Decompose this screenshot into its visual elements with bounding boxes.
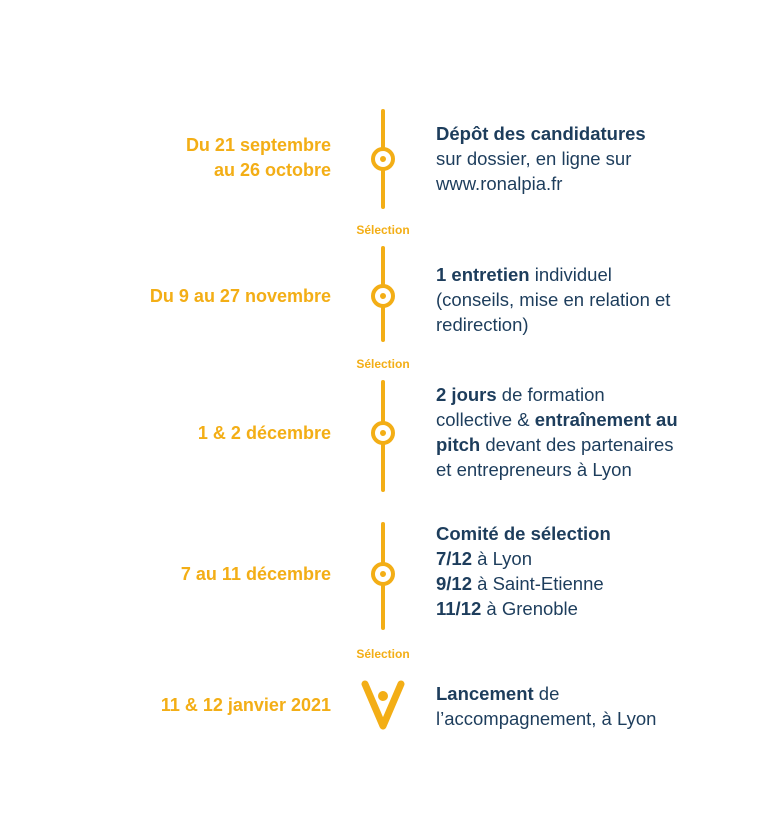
timeline-node-3 bbox=[371, 421, 395, 445]
step-5-description bbox=[436, 681, 656, 731]
timeline-node-1 bbox=[371, 147, 395, 171]
step-4-date bbox=[181, 562, 331, 587]
step-3-date bbox=[198, 421, 331, 446]
step-3-line-3-bold: pitch bbox=[436, 434, 481, 455]
ronalpia-v-logo-icon bbox=[359, 678, 407, 734]
step-5-title-rest: de bbox=[533, 683, 560, 704]
step-1-date-line-2: au 26 octobre bbox=[213, 160, 331, 180]
step-4-date-line-1: 7 au 11 décembre bbox=[180, 564, 331, 584]
step-4-date-lyon: 7/12 bbox=[436, 548, 473, 569]
node-dot bbox=[380, 571, 386, 577]
step-2-date-line-1: Du 9 au 27 novembre bbox=[149, 286, 331, 306]
step-4-description bbox=[436, 521, 611, 621]
selection-label-3: Sélection bbox=[356, 647, 410, 661]
step-3-date-line-1: 1 & 2 décembre bbox=[197, 423, 331, 443]
step-4-date-saint-etienne: 9/12 bbox=[436, 573, 473, 594]
step-4-date-grenoble: 11/12 bbox=[436, 598, 482, 619]
step-1-line-3: www.ronalpia.fr bbox=[436, 173, 563, 194]
step-1-date bbox=[186, 133, 331, 183]
step-2-line-2: (conseils, mise en relation et bbox=[436, 289, 671, 310]
step-4-city-saint-etienne: à Saint-Etienne bbox=[472, 573, 604, 594]
step-1-line-2: sur dossier, en ligne sur bbox=[436, 148, 632, 169]
step-4-city-lyon: à Lyon bbox=[472, 548, 533, 569]
selection-label-2: Sélection bbox=[356, 357, 410, 371]
step-3-description bbox=[436, 382, 678, 482]
step-2-title-rest: individuel bbox=[529, 264, 612, 285]
step-3-line-2a: collective & bbox=[436, 409, 535, 430]
step-3-title-rest: de formation bbox=[496, 384, 605, 405]
step-3-line-2-bold: entraînement au bbox=[534, 409, 678, 430]
step-5-title: Lancement bbox=[436, 683, 534, 704]
node-dot bbox=[380, 430, 386, 436]
step-3-title: 2 jours bbox=[436, 384, 497, 405]
node-dot bbox=[380, 293, 386, 299]
step-4-title: Comité de sélection bbox=[436, 523, 611, 544]
step-5-line-2: l’accompagnement, à Lyon bbox=[436, 708, 657, 729]
step-2-line-3: redirection) bbox=[436, 314, 529, 335]
timeline-node-4 bbox=[371, 562, 395, 586]
step-2-date bbox=[150, 284, 331, 309]
step-3-line-4: et entrepreneurs à Lyon bbox=[436, 459, 632, 480]
step-3-line-3-rest: devant des partenaires bbox=[480, 434, 674, 455]
step-4-city-grenoble: à Grenoble bbox=[481, 598, 578, 619]
selection-label-1: Sélection bbox=[356, 223, 410, 237]
timeline-node-2 bbox=[371, 284, 395, 308]
step-1-description bbox=[436, 121, 646, 196]
step-5-date-line-1: 11 & 12 janvier 2021 bbox=[160, 695, 331, 715]
node-dot bbox=[380, 156, 386, 162]
step-1-date-line-1: Du 21 septembre bbox=[185, 135, 331, 155]
step-1-title: Dépôt des candidatures bbox=[436, 123, 646, 144]
step-5-date bbox=[161, 693, 331, 718]
step-2-description bbox=[436, 262, 670, 337]
step-2-title: 1 entretien bbox=[436, 264, 530, 285]
